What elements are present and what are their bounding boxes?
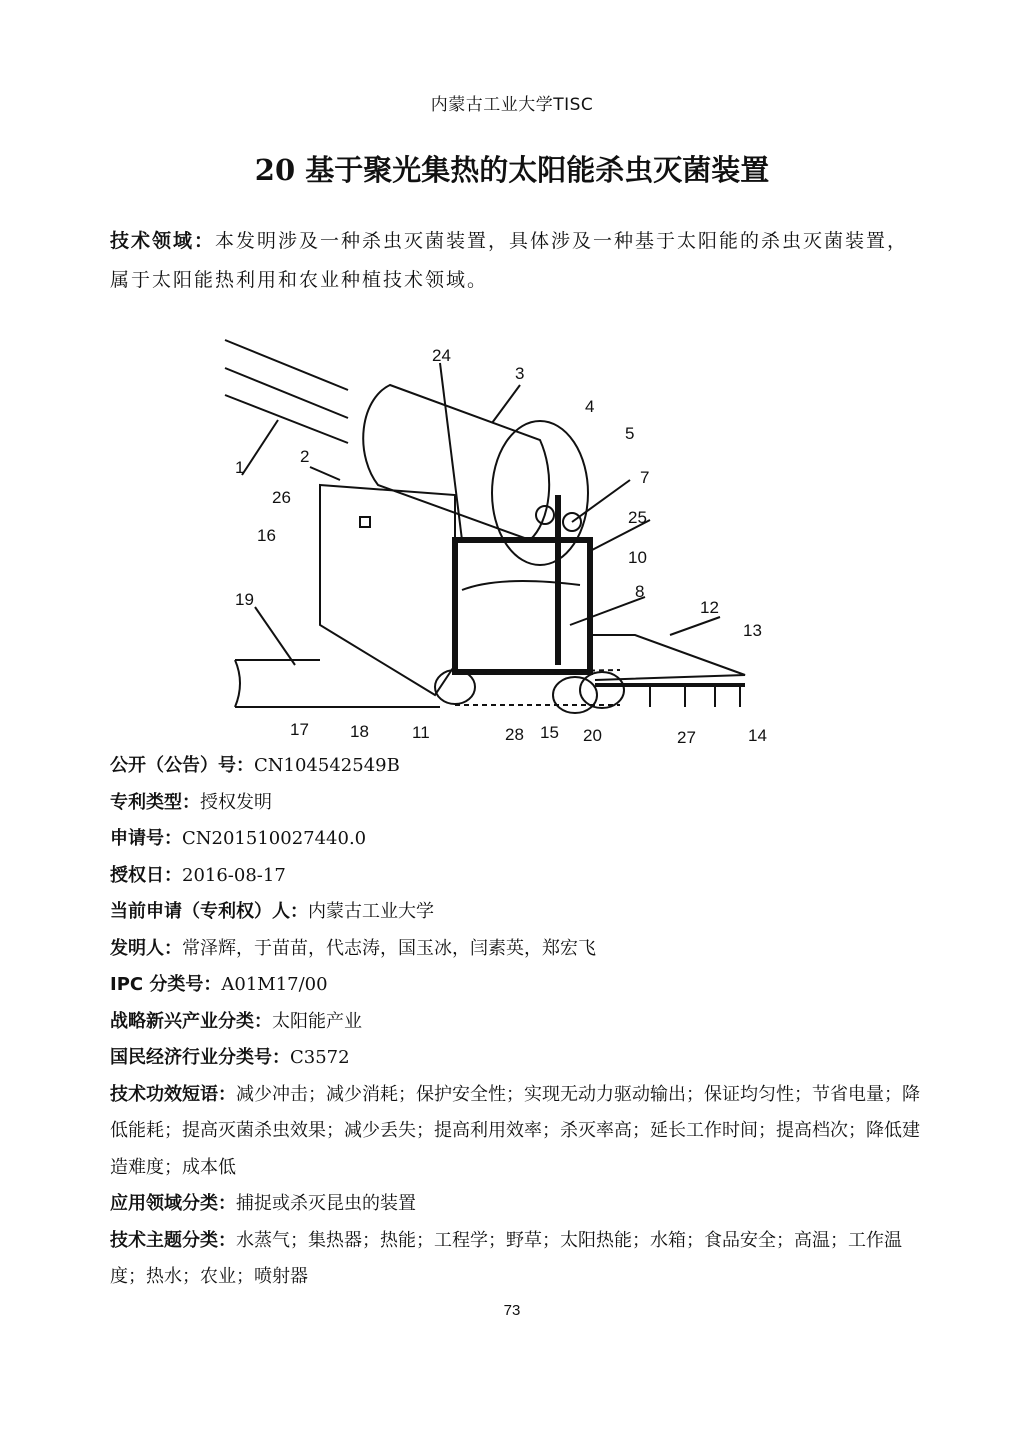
collector-end (492, 421, 588, 565)
window (360, 517, 370, 527)
figure-label: 4 (585, 397, 595, 416)
figure-label: 13 (743, 621, 762, 640)
figure-label: 20 (583, 726, 602, 745)
meta-row-grant-date (110, 858, 920, 895)
meta-row-publication-number (110, 748, 920, 785)
figure-label: 1 (235, 458, 245, 477)
figure-label: 19 (235, 590, 254, 609)
figure-label: 26 (272, 488, 291, 507)
meta-key: 申请号： (110, 828, 182, 849)
meta-row-effect-phrases (110, 1077, 920, 1187)
meta-row-patent-type (110, 785, 920, 822)
meta-key: 当前申请（专利权）人： (110, 901, 308, 922)
figure-label: 17 (290, 720, 309, 739)
leader-line (255, 607, 295, 665)
page-header: 内蒙古工业大学TISC (430, 95, 594, 115)
meta-row-industry-code (110, 1040, 920, 1077)
leader-line (492, 385, 520, 423)
meta-value: CN201510027440.0 (182, 828, 367, 849)
meta-key: 授权日： (110, 864, 182, 886)
leader-line (440, 363, 462, 540)
meta-row-application-field (110, 1186, 920, 1223)
leader-line (570, 597, 645, 625)
figure-label: 11 (412, 723, 430, 742)
sun-ray (225, 395, 348, 443)
device-diagram (200, 335, 800, 755)
technical-field-text: 本发明涉及一种杀虫灭菌装置，具体涉及一种基于太阳能的杀虫灭菌装置，属于太阳能热利用和农业种植技术领域。 (110, 230, 909, 291)
collector-cylinder (363, 385, 549, 540)
figure-label: 12 (700, 598, 719, 617)
wheel (553, 677, 597, 713)
sun-ray (225, 340, 348, 390)
figure-label: 5 (625, 424, 635, 443)
figure-label: 25 (628, 508, 647, 527)
figure-label: 16 (257, 526, 276, 545)
meta-key: 技术功效短语： (110, 1083, 236, 1105)
meta-value: 减少冲击；减少消耗；保护安全性；实现无动力驱动输出；保证均匀性；节省电量；降低能耗；提高灭菌杀虫效果；减少丢失；提高利用效率；杀灭率高；延长工作时间；提高档次；降低建造难度；成本低 (110, 1083, 920, 1178)
ground (235, 660, 440, 707)
meta-key: IPC 分类号： (110, 974, 222, 995)
meta-value: 授权发明 (200, 791, 272, 813)
page-title: 20 基于聚光集热的太阳能杀虫灭菌装置 (254, 153, 770, 187)
meta-value: 2016-08-17 (182, 864, 286, 886)
meta-value: 捕捉或杀灭昆虫的装置 (236, 1193, 416, 1214)
patent-metadata (110, 748, 920, 1296)
figure-label: 7 (640, 468, 650, 487)
figure-label: 15 (540, 723, 559, 742)
meta-row-topics (110, 1223, 920, 1296)
meta-value: 水蒸气；集热器；热能；工程学；野草；太阳热能；水箱；食品安全；高温；工作温度；热水；农业；喷射器 (110, 1229, 902, 1287)
leader-line (242, 420, 278, 475)
meta-value: CN104542549B (254, 755, 400, 776)
patent-figure (200, 335, 800, 755)
figure-label: 27 (677, 728, 696, 747)
leader-line (670, 617, 720, 635)
meta-value: 常泽辉，于苗苗，代志涛，国玉冰，闫素英，郑宏飞 (182, 937, 596, 959)
sun-ray (225, 368, 348, 418)
water-line (462, 581, 580, 590)
meta-key: 发明人： (110, 937, 182, 959)
meta-row-application-number (110, 821, 920, 858)
meta-key: 战略新兴产业分类： (110, 1010, 272, 1032)
meta-key: 专利类型： (110, 791, 200, 813)
page-number: 73 (503, 1302, 521, 1319)
meta-row-inventors (110, 931, 920, 968)
meta-value: 内蒙古工业大学 (308, 901, 434, 922)
meta-row-assignee (110, 894, 920, 931)
figure-label: 28 (505, 725, 524, 744)
meta-key: 国民经济行业分类号： (110, 1047, 290, 1068)
meta-value: 太阳能产业 (272, 1010, 362, 1032)
figure-label: 18 (350, 722, 369, 741)
spray-plate (590, 635, 745, 680)
housing (320, 485, 455, 695)
technical-field-label: 技术领域： (110, 230, 216, 252)
leader-line (310, 467, 340, 480)
wheel (580, 672, 624, 708)
meta-key: 技术主题分类： (110, 1229, 236, 1251)
meta-value: A01M17/00 (221, 974, 328, 995)
figure-label: 24 (432, 346, 451, 365)
meta-value: C3572 (290, 1047, 350, 1068)
technical-field (110, 222, 915, 300)
meta-row-strategic-industry (110, 1004, 920, 1041)
figure-label: 3 (515, 364, 525, 383)
meta-key: 公开（公告）号： (110, 755, 254, 776)
figure-label: 2 (300, 447, 310, 466)
leader-line (572, 480, 630, 522)
meta-key: 应用领域分类： (110, 1193, 236, 1214)
figure-label: 14 (748, 726, 767, 745)
meta-row-ipc (110, 967, 920, 1004)
figure-label: 8 (635, 582, 645, 601)
figure-label: 10 (628, 548, 647, 567)
